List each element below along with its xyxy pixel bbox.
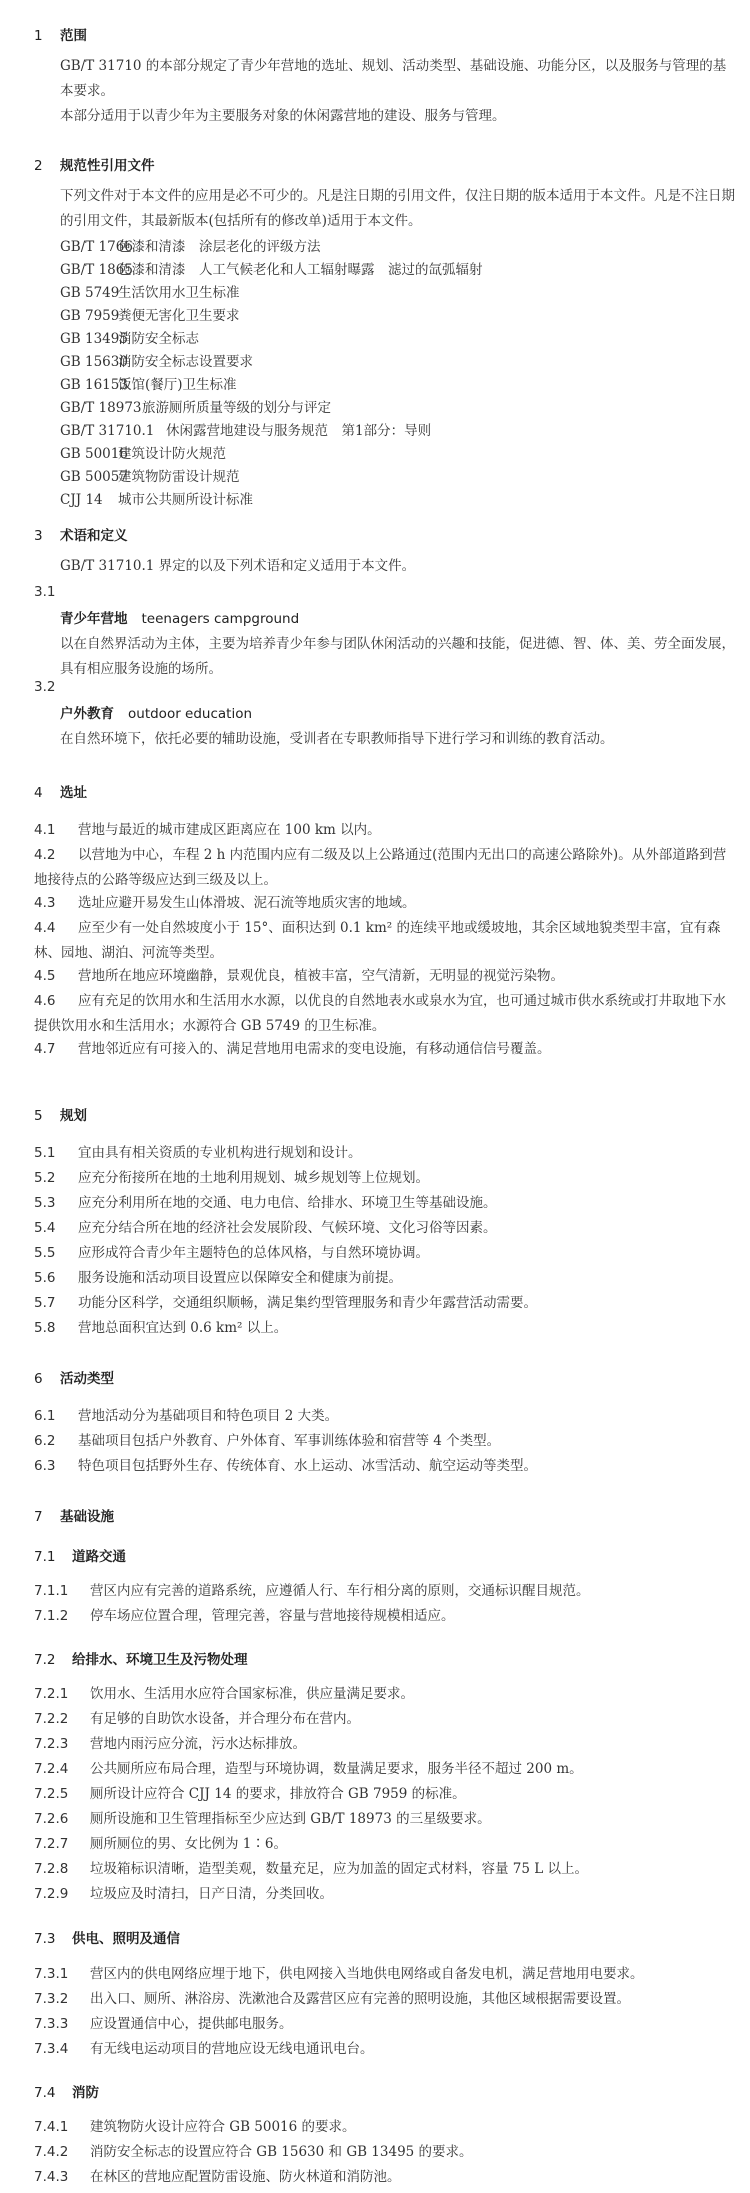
clause-number: 7.3.2 [34,1991,69,2007]
term-number: 3.2 [34,679,56,695]
reference-code: GB/T 31710.1 [60,423,155,439]
reference-code: GB/T 1865 [60,262,133,278]
clause-number: 7.2.3 [34,1736,69,1752]
reference-title: 城市公共厕所设计标准 [118,492,253,508]
clause-number: 5.5 [34,1245,56,1261]
clause-number: 5.8 [34,1320,56,1336]
clause-number: 6.3 [34,1458,56,1474]
clause-text: 消防安全标志的设置应符合 GB 15630 和 GB 13495 的要求。 [90,2144,473,2160]
clause-text: 出入口、厕所、淋浴房、洗漱池合及露营区应有完善的照明设施，其他区域根据需要设置。 [90,1991,630,2007]
term-title [60,702,252,722]
paragraph: GB/T 31710 的本部分规定了青少年营地的选址、规划、活动类型、基础设施、功能分区，以及服务与管理的基本要求。 [60,58,727,99]
clause-item [34,1579,736,1604]
clause-item [34,1782,736,1807]
clause-text: 营地与最近的城市建成区距离应在 100 km 以内。 [78,822,381,838]
paragraph: GB/T 31710.1 界定的以及下列术语和定义适用于本文件。 [60,558,416,574]
reference-code: GB/T 18973 [60,400,142,416]
clause-text: 建筑物防火设计应符合 GB 50016 的要求。 [90,2119,356,2135]
clause-item [34,1316,736,1341]
clause-item [34,843,736,892]
section-heading [34,1104,87,1124]
clause-number: 7.3.1 [34,1966,69,1982]
section-title: 术语和定义 [60,528,128,544]
clause-text: 营区内的供电网络应埋于地下，供电网接入当地供电网络或自备发电机，满足营地用电要求。 [90,1966,644,1982]
term-definition: 以在自然界活动为主体，主要为培养青少年参与团队休闲活动的兴趣和技能，促进德、智、体、美、劳全面发展，具有相应服务设施的场所。 [60,636,735,677]
section-title: 基础设施 [60,1509,114,1525]
section-heading [34,524,128,544]
clause-item [34,1141,736,1166]
subsection-title: 消防 [72,2085,99,2101]
clause-item [34,1962,736,1987]
clause-text: 应有充足的饮用水和生活用水水源，以优良的自然地表水或泉水为宜，也可通过城市供水系统或打井取地下水提供饮用水和生活用水；水源符合 GB 5749 的卫生标准。 [34,993,726,1034]
term-number: 3.1 [34,584,56,600]
clause-text: 公共厕所应布局合理，造型与环境协调，数量满足要求，服务半径不超过 200 m。 [90,1761,583,1777]
clause-item [34,1757,736,1782]
clause-number: 5.6 [34,1270,56,1286]
clause-text: 应形成符合青少年主题特色的总体风格，与自然环境协调。 [78,1245,429,1261]
clause-text: 营区内应有完善的道路系统，应遵循人行、车行相分离的原则，交通标识醒目规范。 [90,1583,590,1599]
clause-text: 应设置通信中心，提供邮电服务。 [90,2016,293,2032]
clause-item [34,964,736,989]
clause-text: 厕所设施和卫生管理指标至少应达到 GB/T 18973 的三星级要求。 [90,1811,491,1827]
clause-number: 7.2.6 [34,1811,69,1827]
clause-item [34,1807,736,1832]
clause-item [34,818,736,843]
clause-item [34,1037,736,1062]
clause-text: 在林区的营地应配置防雷设施、防火林道和消防池。 [90,2169,401,2185]
reference-title: 色漆和清漆 涂层老化的评级方法 [118,239,321,255]
section-heading [34,1505,114,1525]
clause-number: 7.4.3 [34,2169,69,2185]
reference-title: 休闲露营地建设与服务规范 第1部分：导则 [166,423,432,439]
reference-entry [60,282,240,305]
clause-text: 厕所设计应符合 CJJ 14 的要求，排放符合 GB 7959 的标准。 [90,1786,466,1802]
clause-text: 选址应避开易发生山体滑坡、泥石流等地质灾害的地域。 [78,895,416,911]
clause-text: 宜由具有相关资质的专业机构进行规划和设计。 [78,1145,362,1161]
reference-entry [60,374,237,397]
term-definition: 在自然环境下，依托必要的辅助设施，受训者在专职教师指导下进行学习和训练的教育活动。 [60,731,614,747]
clause-number: 5.2 [34,1170,56,1186]
term-name-en: teenagers campground [141,611,300,627]
section-title: 规划 [60,1108,87,1124]
clause-item [34,1604,736,1629]
reference-entry [60,397,331,420]
clause-text: 应至少有一处自然坡度小于 15°、面积达到 0.1 km² 的连续平地或缓坡地，其余区域地貌类型丰富，宜有森林、园地、湖泊、河流等类型。 [34,920,721,961]
clause-text: 基础项目包括户外教育、户外体育、军事训练体验和宿营等 4 个类型。 [78,1433,501,1449]
clause-item [34,2037,736,2062]
section-heading [34,781,87,801]
clause-number: 7.3.4 [34,2041,69,2057]
reference-entry [60,351,253,374]
reference-entry [60,259,483,282]
section-heading [34,1367,114,1387]
section-number: 3 [34,528,43,544]
reference-code: GB 5749 [60,285,120,301]
clause-number: 7.1.2 [34,1608,69,1624]
clause-item [34,891,736,916]
clause-text: 垃圾应及时清扫，日产日清，分类回收。 [90,1886,333,1902]
section-number: 7 [34,1509,43,1525]
clause-item [34,1404,736,1429]
clause-text: 功能分区科学，交通组织顺畅，满足集约型管理服务和青少年露营活动需要。 [78,1295,537,1311]
clause-item [34,1732,736,1757]
reference-title: 色漆和清漆 人工气候老化和人工辐射曝露 滤过的氙弧辐射 [118,262,483,278]
reference-entry [60,443,226,466]
section-title: 选址 [60,785,87,801]
clause-item [34,1191,736,1216]
clause-text: 有足够的自助饮水设备，并合理分布在营内。 [90,1711,360,1727]
clause-text: 厕所厕位的男、女比例为 1∶6。 [90,1836,287,1852]
subsection-heading [34,1545,126,1565]
clause-item [34,1241,736,1266]
clause-number: 6.1 [34,1408,56,1424]
reference-entry [60,328,199,351]
clause-item [34,1291,736,1316]
section-title: 活动类型 [60,1371,114,1387]
clause-number: 7.4.2 [34,2144,69,2160]
clause-text: 营地活动分为基础项目和特色项目 2 大类。 [78,1408,339,1424]
clause-text: 以营地为中心，车程 2 h 内范围内应有二级及以上公路通过(范围内无出口的高速公路除外)。从外部道路到营地接待点的公路等级应达到三级及以上。 [34,847,727,888]
section-number: 1 [34,28,43,44]
reference-code: GB 15630 [60,354,128,370]
reference-title: 旅游厕所质量等级的划分与评定 [142,400,331,416]
clause-number: 7.1.1 [34,1583,69,1599]
clause-number: 5.3 [34,1195,56,1211]
clause-text: 营地所在地应环境幽静，景观优良，植被丰富，空气清新，无明显的视觉污染物。 [78,968,564,984]
reference-title: 消防安全标志 [118,331,199,347]
paragraph: 下列文件对于本文件的应用是必不可少的。凡是注日期的引用文件，仅注日期的版本适用于本文件。凡是不注日期的引用文件，其最新版本(包括所有的修改单)适用于本文件。 [60,188,735,229]
clause-text: 应充分利用所在地的交通、电力电信、给排水、环境卫生等基础设施。 [78,1195,497,1211]
clause-number: 4.6 [34,993,56,1009]
clause-text: 应充分结合所在地的经济社会发展阶段、气候环境、文化习俗等因素。 [78,1220,497,1236]
subsection-number: 7.1 [34,1549,56,1565]
clause-text: 特色项目包括野外生存、传统体育、水上运动、冰雪活动、航空运动等类型。 [78,1458,537,1474]
clause-item [34,1166,736,1191]
clause-item [34,1429,736,1454]
clause-item [34,1882,736,1907]
subsection-title: 给排水、环境卫生及污物处理 [72,1652,248,1668]
reference-entry [60,236,321,259]
clause-item [34,2115,736,2140]
clause-item [34,1216,736,1241]
clause-text: 营地总面积宜达到 0.6 km² 以上。 [78,1320,288,1336]
clause-number: 6.2 [34,1433,56,1449]
clause-text: 饮用水、生活用水应符合国家标准，供应量满足要求。 [90,1686,414,1702]
clause-item [34,2140,736,2165]
clause-item [34,1857,736,1882]
section-heading [34,24,87,44]
subsection-title: 道路交通 [72,1549,126,1565]
clause-number: 4.5 [34,968,56,984]
reference-entry [60,466,240,489]
clause-text: 停车场应位置合理，管理完善，容量与营地接待规模相适应。 [90,1608,455,1624]
reference-code: GB 16153 [60,377,128,393]
subsection-number: 7.4 [34,2085,56,2101]
paragraph: 本部分适用于以青少年为主要服务对象的休闲露营地的建设、服务与管理。 [60,108,506,124]
clause-item [34,1682,736,1707]
clause-text: 营地内雨污应分流，污水达标排放。 [90,1736,306,1752]
subsection-number: 7.3 [34,1931,56,1947]
clause-item [34,1832,736,1857]
clause-text: 垃圾箱标识清晰，造型美观，数量充足，应为加盖的固定式材料，容量 75 L 以上。 [90,1861,589,1877]
clause-number: 7.2.9 [34,1886,69,1902]
clause-number: 4.2 [34,847,56,863]
subsection-number: 7.2 [34,1652,56,1668]
reference-entry [60,420,431,443]
reference-title: 饭馆(餐厅)卫生标准 [118,377,237,393]
section-number: 4 [34,785,43,801]
clause-number: 7.2.1 [34,1686,69,1702]
term-name-en: outdoor education [128,706,253,722]
clause-item [34,916,736,965]
clause-number: 5.7 [34,1295,56,1311]
subsection-heading [34,2081,99,2101]
section-title: 范围 [60,28,87,44]
clause-item [34,1454,736,1479]
clause-number: 7.4.1 [34,2119,69,2135]
clause-number: 7.3.3 [34,2016,69,2032]
term-title [60,607,299,627]
clause-number: 5.4 [34,1220,56,1236]
reference-entry [60,489,253,512]
clause-text: 营地邻近应有可接入的、满足营地用电需求的变电设施，有移动通信信号覆盖。 [78,1041,551,1057]
reference-title: 消防安全标志设置要求 [118,354,253,370]
clause-item [34,2165,736,2190]
clause-text: 服务设施和活动项目设置应以保障安全和健康为前提。 [78,1270,402,1286]
term-name-zh: 青少年营地 [60,611,128,627]
clause-number: 7.2.4 [34,1761,69,1777]
reference-code: GB 7959 [60,308,120,324]
subsection-heading [34,1927,180,1947]
clause-number: 4.7 [34,1041,56,1057]
section-number: 6 [34,1371,43,1387]
reference-title: 生活饮用水卫生标准 [118,285,240,301]
clause-item [34,1266,736,1291]
reference-title: 粪便无害化卫生要求 [118,308,240,324]
clause-item [34,989,736,1038]
subsection-title: 供电、照明及通信 [72,1931,180,1947]
clause-number: 5.1 [34,1145,56,1161]
clause-number: 7.2.5 [34,1786,69,1802]
section-title: 规范性引用文件 [60,158,155,174]
section-heading [34,154,155,174]
clause-item [34,2012,736,2037]
reference-title: 建筑设计防火规范 [118,446,226,462]
reference-code: GB 50057 [60,469,128,485]
reference-code: GB/T 1766 [60,239,133,255]
term-name-zh: 户外教育 [60,706,114,722]
clause-number: 7.2.2 [34,1711,69,1727]
section-number: 5 [34,1108,43,1124]
clause-item [34,1987,736,2012]
subsection-heading [34,1648,248,1668]
clause-number: 7.2.7 [34,1836,69,1852]
reference-code: CJJ 14 [60,492,103,508]
reference-code: GB 50016 [60,446,128,462]
clause-number: 4.4 [34,920,56,936]
reference-entry [60,305,240,328]
reference-code: GB 13495 [60,331,128,347]
reference-title: 建筑物防雷设计规范 [118,469,240,485]
clause-number: 4.1 [34,822,56,838]
clause-text: 有无线电运动项目的营地应设无线电通讯电台。 [90,2041,374,2057]
clause-item [34,1707,736,1732]
clause-text: 应充分衔接所在地的土地利用规划、城乡规划等上位规划。 [78,1170,429,1186]
clause-number: 7.2.8 [34,1861,69,1877]
section-number: 2 [34,158,43,174]
clause-number: 4.3 [34,895,56,911]
